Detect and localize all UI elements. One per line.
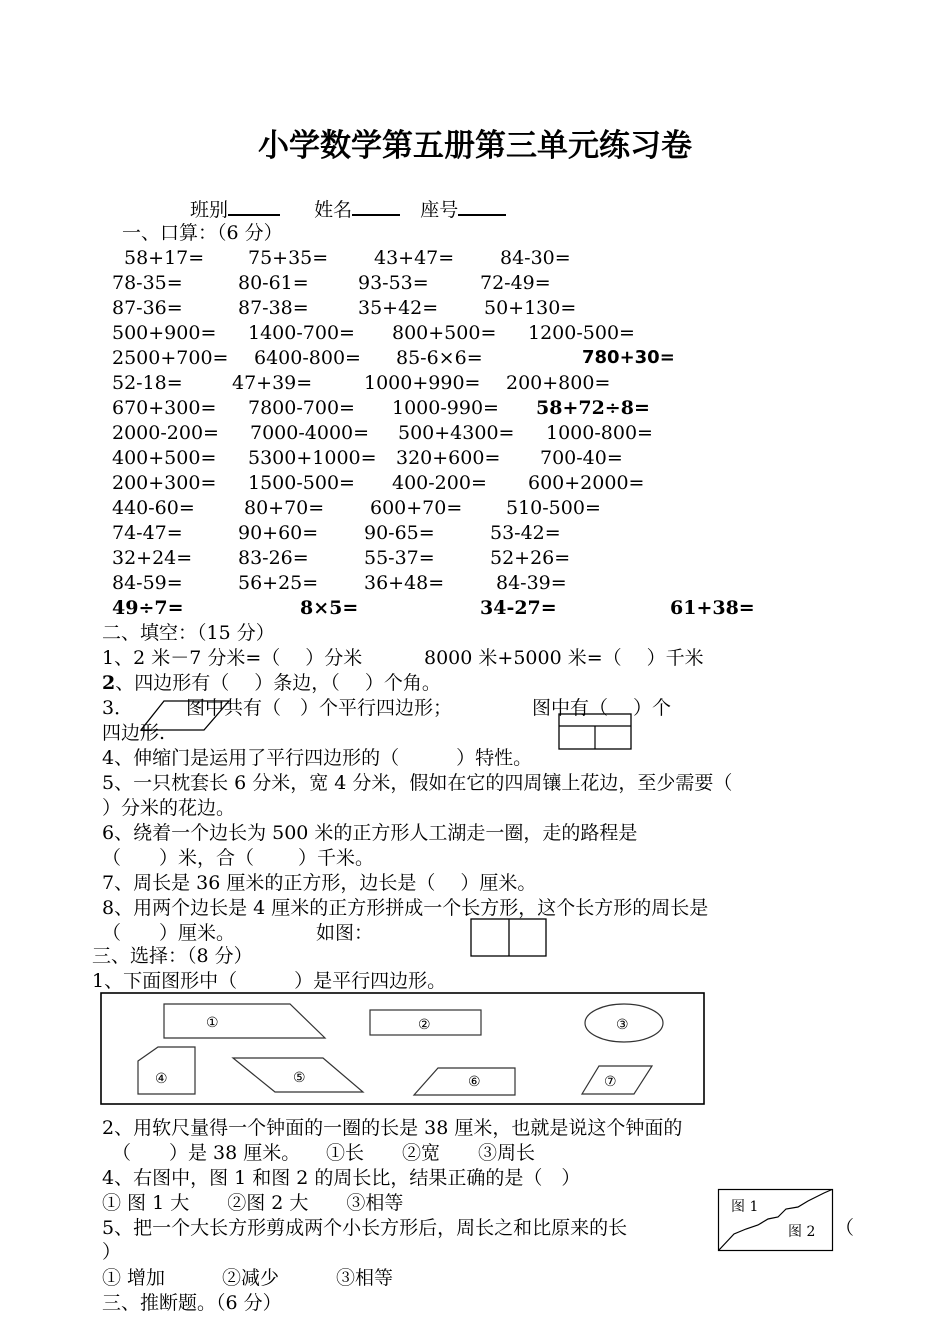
choice-q5-options: ① 增加 ②减少 ③相等 xyxy=(102,1267,394,1289)
name-blank[interactable] xyxy=(352,196,400,216)
calc-item: 2500+700= xyxy=(112,347,229,369)
calc-item: 47+39= xyxy=(232,372,313,394)
calc-item: 7800-700= xyxy=(248,397,355,419)
fill-q2 xyxy=(102,671,441,695)
calc-item: 83-26= xyxy=(238,547,309,569)
calc-item: 80-61= xyxy=(238,272,309,294)
calc-item: 600+70= xyxy=(370,497,463,519)
calc-item: 84-30= xyxy=(500,247,571,269)
shape-label: ⑥ xyxy=(468,1074,481,1090)
fill-q8a: 8、用两个边长是 4 厘米的正方形拼成一个长方形，这个长方形的周长是 xyxy=(102,897,709,919)
calc-item: 500+4300= xyxy=(398,422,515,444)
calc-item: 56+25= xyxy=(238,572,319,594)
fill-q6b: （ ）米，合（ ）千米。 xyxy=(102,847,375,869)
shape-7-parallelogram xyxy=(582,1066,652,1094)
calc-item: 90+60= xyxy=(238,522,319,544)
choice-q2b: （ ）是 38 厘米。 xyxy=(112,1142,301,1164)
calc-item: 50+130= xyxy=(484,297,577,319)
calc-item: 1000+990= xyxy=(364,372,481,394)
calc-item: 700-40= xyxy=(540,447,623,469)
shape-6-trapezoid xyxy=(414,1068,515,1095)
fill-q2-number: 2 xyxy=(102,672,116,694)
two-squares-figure xyxy=(470,918,548,958)
fill-q5b: ）分米的花边。 xyxy=(102,797,236,819)
calc-item: 1400-700= xyxy=(248,322,355,344)
shapes-figure xyxy=(100,992,706,1106)
calc-item: 200+300= xyxy=(112,472,217,494)
calc-item: 52-18= xyxy=(112,372,183,394)
fill-q4: 4、伸缩门是运用了平行四边形的（ ）特性。 xyxy=(102,747,533,769)
calc-item: 78-35= xyxy=(112,272,183,294)
shape-label: ④ xyxy=(155,1071,168,1087)
section-2-heading: 二、填空：（15 分） xyxy=(102,622,275,644)
calc-item: 87-36= xyxy=(112,297,183,319)
class-blank[interactable] xyxy=(228,196,280,216)
calc-item: 35+42= xyxy=(358,297,439,319)
calc-item: 90-65= xyxy=(364,522,435,544)
calc-item: 84-39= xyxy=(496,572,567,594)
fill-q1a: 1、2 米－7 分米=（ ）分米 xyxy=(102,647,363,669)
calc-item: 93-53= xyxy=(358,272,429,294)
calc-item: 84-59= xyxy=(112,572,183,594)
fill-q3-number: 3． xyxy=(102,697,134,719)
calc-item: 52+26= xyxy=(490,547,571,569)
fill-q8c: 如图： xyxy=(316,922,374,944)
figure-1-2-diagram xyxy=(718,1189,834,1252)
shape-1-trapezoid xyxy=(164,1004,325,1038)
choice-q5a: 5、把一个大长方形剪成两个小长方形后，周长之和比原来的长 xyxy=(102,1217,628,1239)
calc-item: 80+70= xyxy=(244,497,325,519)
shape-label: ③ xyxy=(616,1017,629,1033)
calc-item: 320+600= xyxy=(396,447,501,469)
calc-item: 85-6×6= xyxy=(396,347,483,369)
student-info-line xyxy=(190,196,506,222)
calc-item: 34-27= xyxy=(480,597,557,619)
calc-item: 58+72÷8= xyxy=(536,397,650,419)
calc-item: 74-47= xyxy=(112,522,183,544)
calc-item: 510-500= xyxy=(506,497,601,519)
calc-item: 53-42= xyxy=(490,522,561,544)
choice-q4-options: ① 图 1 大 ②图 2 大 ③相等 xyxy=(102,1192,404,1214)
rectangle-grid-figure xyxy=(558,713,633,751)
calc-item: 55-37= xyxy=(364,547,435,569)
seat-label: 座号 xyxy=(420,199,459,221)
shape-label: ⑦ xyxy=(604,1074,617,1090)
choice-q5b: ） xyxy=(102,1241,122,1263)
calc-item: 8×5= xyxy=(300,597,359,619)
fill-q2-text: 、四边形有（ ）条边，（ ）个角。 xyxy=(115,672,441,694)
class-label: 班别 xyxy=(190,199,229,221)
fill-q3a: 图中共有（ ）个平行四边形； xyxy=(186,697,453,719)
seat-blank[interactable] xyxy=(458,196,506,216)
calc-item: 6400-800= xyxy=(254,347,361,369)
choice-q5-paren: （ xyxy=(835,1217,855,1239)
fill-q7: 7、周长是 36 厘米的正方形，边长是（ ）厘米。 xyxy=(102,872,537,894)
shape-label: ② xyxy=(418,1017,431,1033)
calc-item: 32+24= xyxy=(112,547,193,569)
calc-item: 670+300= xyxy=(112,397,217,419)
calc-item: 72-49= xyxy=(480,272,551,294)
name-label: 姓名 xyxy=(314,199,353,221)
choice-q2-options: ①长 ②宽 ③周长 xyxy=(326,1142,536,1164)
calc-item: 200+800= xyxy=(506,372,611,394)
calc-item: 87-38= xyxy=(238,297,309,319)
calc-item: 61+38= xyxy=(670,597,755,619)
calc-item: 600+2000= xyxy=(528,472,645,494)
section-4-heading: 三、推断题。（6 分） xyxy=(102,1292,282,1314)
shape-label: ① xyxy=(206,1015,219,1031)
calc-item: 36+48= xyxy=(364,572,445,594)
fill-q3b: 图中有（ ）个 xyxy=(532,697,672,719)
choice-q4: 4、右图中，图 1 和图 2 的周长比，结果正确的是（ ） xyxy=(102,1167,581,1189)
shape-label: ⑤ xyxy=(293,1070,306,1086)
calc-item: 1000-990= xyxy=(392,397,499,419)
calc-item: 1200-500= xyxy=(528,322,635,344)
section-3-heading: 三、选择：（8 分） xyxy=(92,945,253,967)
fill-q5a: 5、一只枕套长 6 分米，宽 4 分米，假如在它的四周镶上花边，至少需要（ xyxy=(102,772,733,794)
calc-item: 7000-4000= xyxy=(250,422,370,444)
figure-2-label: 图 2 xyxy=(788,1224,816,1240)
calc-item: 43+47= xyxy=(374,247,455,269)
fill-q3c: 四边形. xyxy=(102,722,166,744)
fill-q8b: （ ）厘米。 xyxy=(102,922,236,944)
fill-q1b: 8000 米+5000 米=（ ）千米 xyxy=(424,647,704,669)
page-title: 小学数学第五册第三单元练习卷 xyxy=(258,128,692,164)
fill-q6a: 6、绕着一个边长为 500 米的正方形人工湖走一圈，走的路程是 xyxy=(102,822,638,844)
calc-item: 5300+1000= xyxy=(248,447,377,469)
calc-item: 780+30= xyxy=(582,347,675,368)
calc-item: 1000-800= xyxy=(546,422,653,444)
calc-item: 2000-200= xyxy=(112,422,219,444)
calc-item: 1500-500= xyxy=(248,472,355,494)
calc-item: 500+900= xyxy=(112,322,217,344)
choice-q2a: 2、用软尺量得一个钟面的一圈的长是 38 厘米，也就是说这个钟面的 xyxy=(102,1117,683,1139)
calc-item: 800+500= xyxy=(392,322,497,344)
calc-item: 58+17= xyxy=(124,247,205,269)
calc-item: 75+35= xyxy=(248,247,329,269)
figure-1-label: 图 1 xyxy=(731,1199,759,1215)
calc-item: 400+500= xyxy=(112,447,217,469)
section-1-heading: 一、口算：（6 分） xyxy=(122,222,283,244)
calc-item: 400-200= xyxy=(392,472,487,494)
choice-q1: 1、下面图形中（ ）是平行四边形。 xyxy=(92,970,447,992)
parallelogram-figure xyxy=(140,700,230,732)
calc-item: 49÷7= xyxy=(112,597,184,619)
calc-item: 440-60= xyxy=(112,497,195,519)
